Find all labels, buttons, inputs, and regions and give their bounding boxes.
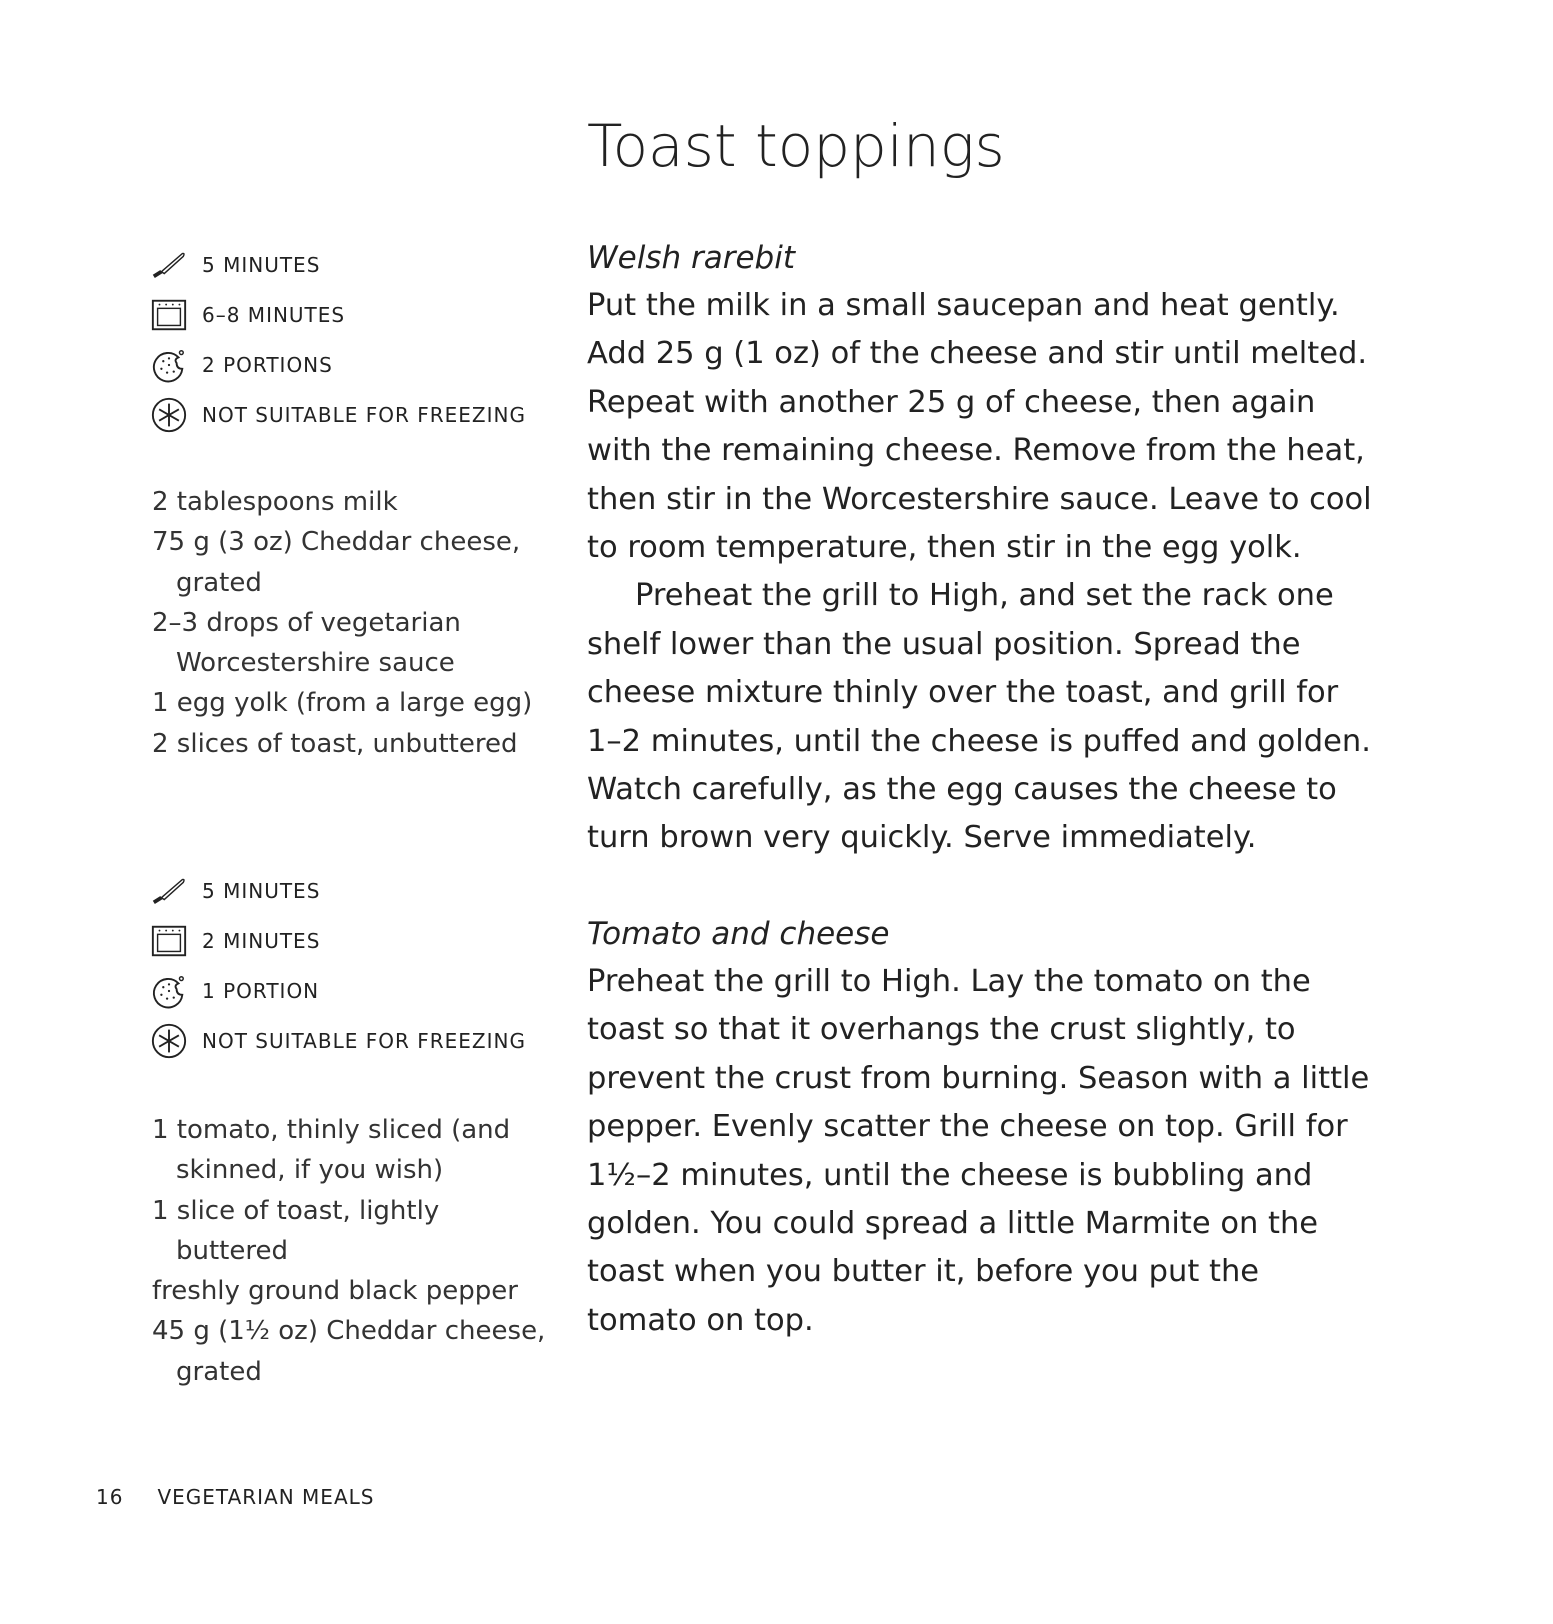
portion-icon	[150, 346, 188, 384]
recipe-welsh-rarebit	[587, 234, 1377, 863]
ingredient: 1 tomato, thinly sliced (and skinned, if you wish)	[152, 1115, 511, 1186]
recipe-title: Welsh rarebit	[587, 240, 795, 276]
ingredient: 2–3 drops of vegetarian Worcestershire sauce	[152, 607, 461, 679]
portions: 1 PORTION	[150, 966, 550, 1016]
recipe-tomato-and-cheese	[587, 910, 1377, 1345]
page-footer	[96, 1485, 408, 1509]
ingredient: 1 slice of toast, lightly buttered	[152, 1195, 440, 1266]
oven-icon	[150, 296, 188, 334]
ingredient: freshly ground black pepper	[152, 1276, 518, 1307]
cook-time: 6–8 MINUTES	[150, 290, 550, 340]
recipe-info-welsh-rarebit	[150, 240, 550, 440]
recipe-title: Tomato and cheese	[587, 916, 890, 952]
method-paragraph: Preheat the grill to High. Lay the tomato on the toast so that it overhangs the crust slightly, to prevent the crust from burning. Season with a little pepper. Evenly scatter the cheese on top. Grill for 1½–2 minutes, until the cheese is bubbling and golden. You could spread a little Marmite on the toast when you butter it, before you put the tomato on top.	[587, 964, 1370, 1338]
oven-icon	[150, 922, 188, 960]
section-name: VEGETARIAN MEALS	[157, 1485, 375, 1509]
snowflake-icon	[150, 1022, 188, 1060]
portion-icon	[150, 972, 188, 1010]
ingredient: 1 egg yolk (from a large egg)	[152, 688, 533, 719]
page-number: 16	[96, 1485, 124, 1509]
portions: 2 PORTIONS	[150, 340, 550, 390]
cook-time: 2 MINUTES	[150, 916, 550, 966]
ingredient: 2 tablespoons milk	[152, 487, 398, 517]
recipe-info-tomato-and-cheese	[150, 866, 550, 1066]
ingredients-welsh-rarebit	[152, 482, 552, 764]
freezing-info: NOT SUITABLE FOR FREEZING	[150, 390, 550, 440]
prep-time: 5 MINUTES	[150, 866, 550, 916]
ingredient: 75 g (3 oz) Cheddar cheese, grated	[152, 527, 521, 598]
ingredient: 45 g (1½ oz) Cheddar cheese, grated	[152, 1316, 546, 1387]
method-paragraph: Preheat the grill to High, and set the rack one shelf lower than the usual position. Spread the cheese mixture thinly over the toast, and grill for 1–2 minutes, until the cheese is puffed and golden. Watch carefully, as the egg causes the cheese to turn brown very quickly. Serve immediately.	[587, 578, 1371, 856]
method-paragraph: Put the milk in a small saucepan and heat gently. Add 25 g (1 oz) of the cheese and stir until melted. Repeat with another 25 g of cheese, then again with the remaining cheese. Remove from the heat, then stir in the Worcestershire sauce. Leave to cool to room temperature, then stir in the egg yolk.	[587, 288, 1372, 566]
knife-icon	[150, 872, 188, 910]
page-title: Toast toppings	[587, 112, 1005, 180]
prep-time: 5 MINUTES	[150, 240, 550, 290]
ingredient: 2 slices of toast, unbuttered	[152, 728, 518, 759]
ingredients-tomato-and-cheese	[152, 1110, 552, 1392]
knife-icon	[150, 246, 188, 284]
freezing-info: NOT SUITABLE FOR FREEZING	[150, 1016, 550, 1066]
snowflake-icon	[150, 396, 188, 434]
